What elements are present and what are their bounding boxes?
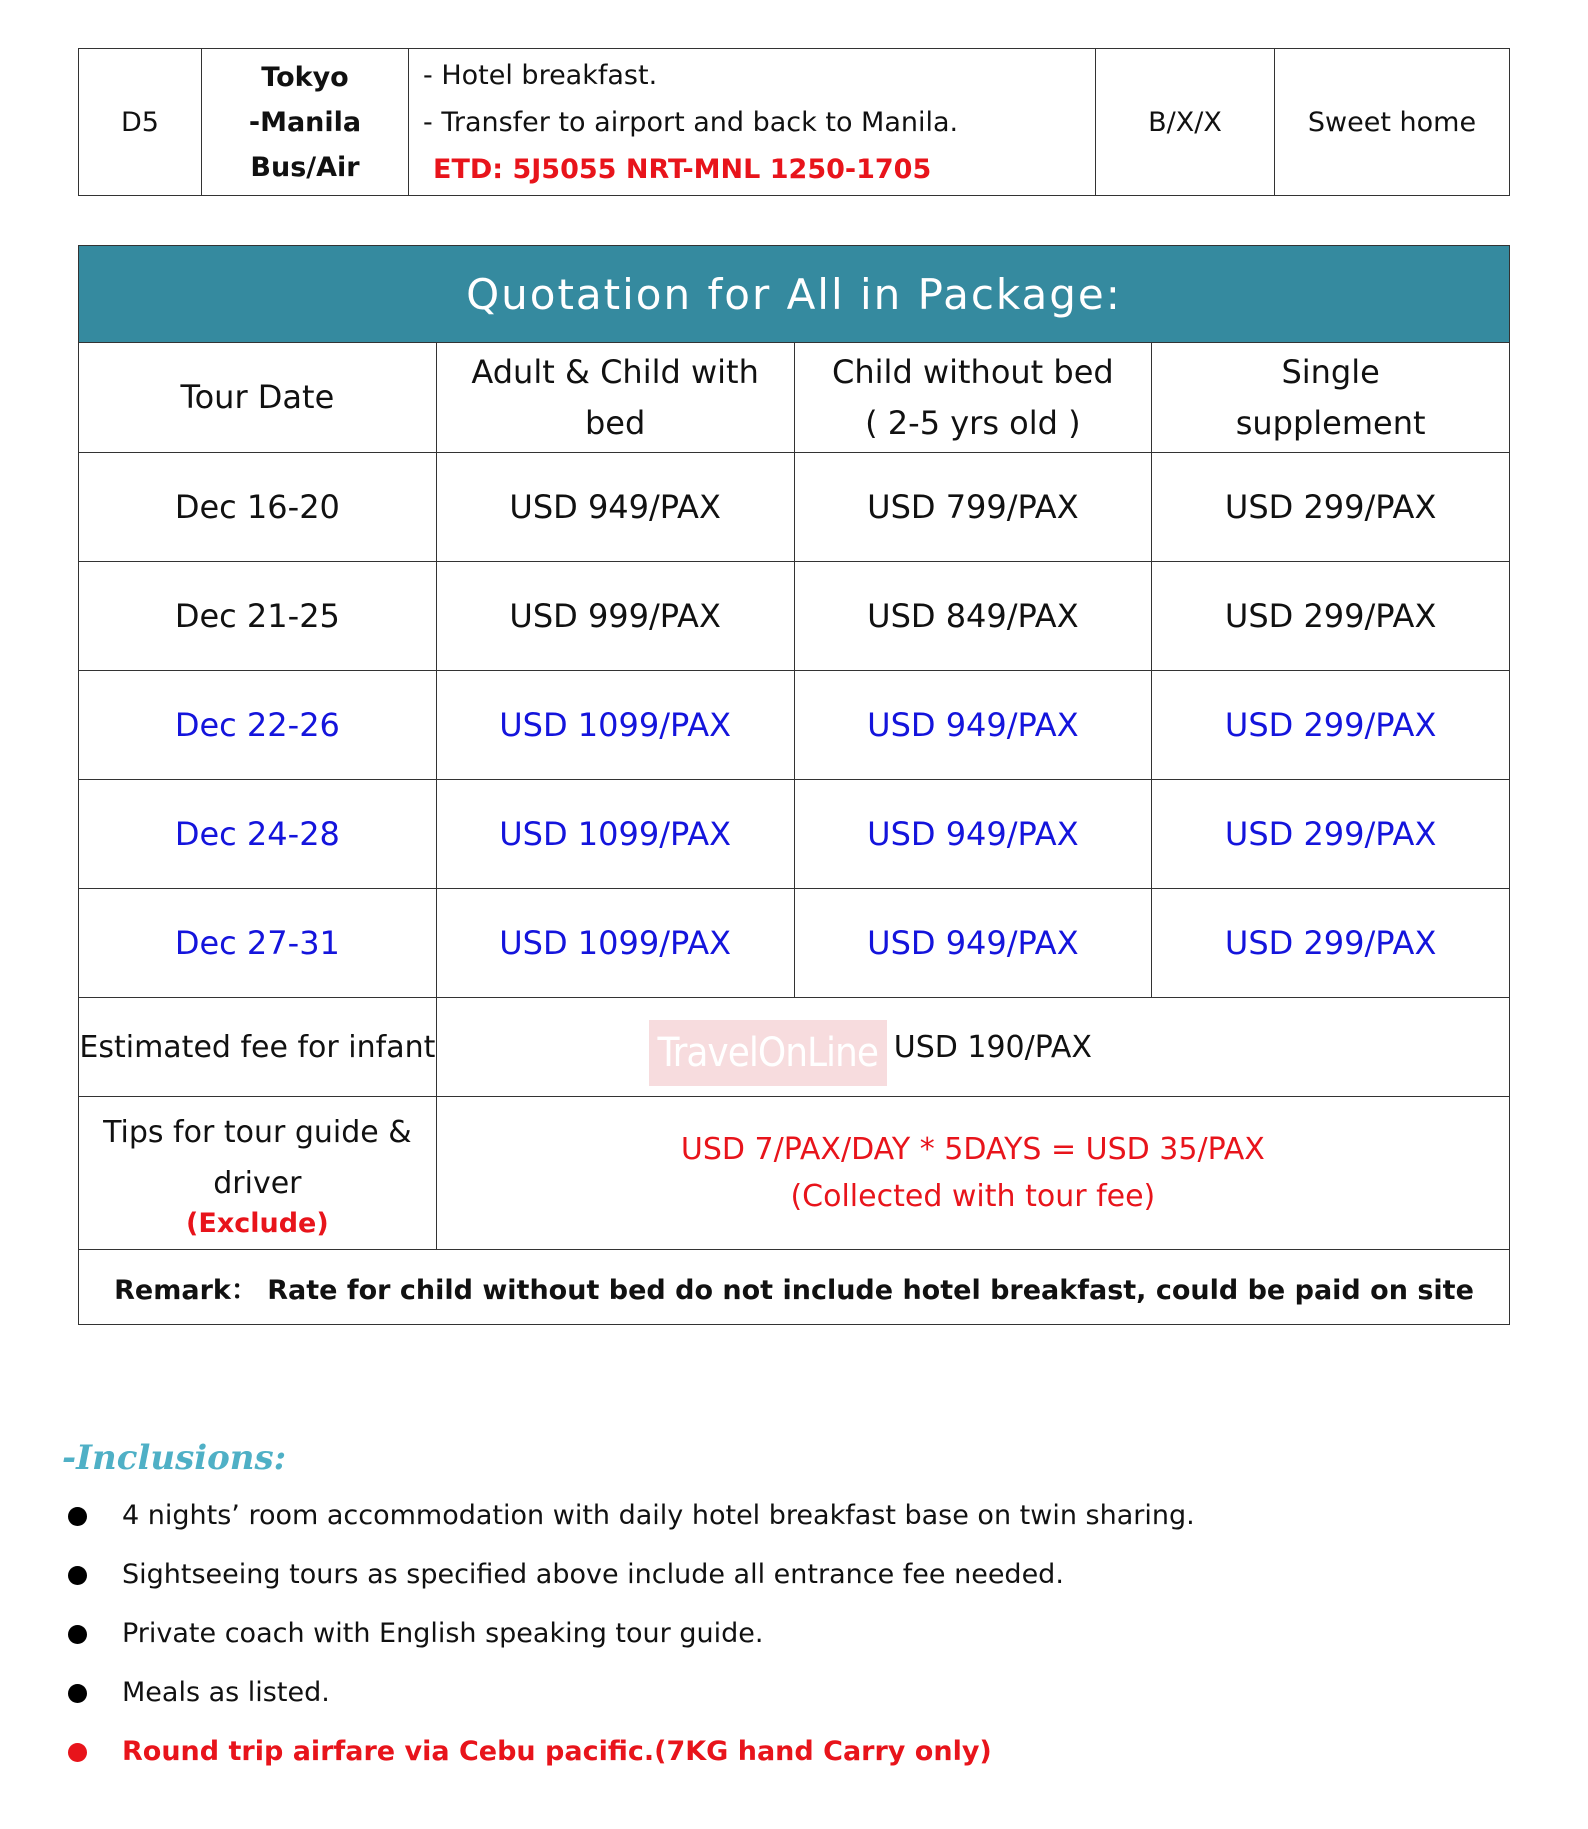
inclusion-text: Round trip airfare via Cebu pacific.(7KG hand Carry only) <box>122 1736 992 1767</box>
bullet-icon <box>68 1507 87 1526</box>
bullet-icon <box>68 1743 87 1762</box>
tips-value-cell <box>436 1097 1509 1250</box>
single-price: USD 299/PAX <box>1152 889 1510 998</box>
tips-value-line: (Collected with tour fee) <box>790 1179 1156 1214</box>
itinerary-table <box>78 48 1510 196</box>
tips-exclude-note: (Exclude) <box>186 1208 329 1239</box>
route-cell <box>202 49 409 196</box>
day-cell: D5 <box>79 49 202 196</box>
inclusions-list <box>62 1498 1195 1793</box>
infant-fee: USD 190/PAX <box>893 1029 1092 1065</box>
inclusion-text: Private coach with English speaking tour guide. <box>122 1618 764 1649</box>
tips-value-line: USD 7/PAX/DAY * 5DAYS = USD 35/PAX <box>680 1132 1265 1167</box>
adult-price: USD 949/PAX <box>436 453 794 562</box>
inclusion-item <box>62 1557 1195 1616</box>
header-line: Adult & Child with <box>471 352 759 391</box>
inclusion-text: 4 nights’ room accommodation with daily hotel breakfast base on twin sharing. <box>122 1500 1195 1531</box>
remark-row <box>79 1250 1510 1325</box>
header-adult <box>436 343 794 453</box>
price-row <box>79 889 1510 998</box>
header-line: Child without bed <box>832 352 1114 391</box>
route-line: Tokyo <box>261 61 349 93</box>
itinerary-row <box>79 49 1510 196</box>
tour-date: Dec 16-20 <box>79 453 437 562</box>
inclusion-item <box>62 1616 1195 1675</box>
bullet-icon <box>68 1684 87 1703</box>
inclusion-item <box>62 1498 1195 1557</box>
child-price: USD 799/PAX <box>794 453 1152 562</box>
header-child <box>794 343 1152 453</box>
inclusion-text: Sightseeing tours as specified above include all entrance fee needed. <box>122 1559 1064 1590</box>
tour-date: Dec 21-25 <box>79 562 437 671</box>
meals-cell: B/X/X <box>1096 49 1275 196</box>
hotel-cell: Sweet home <box>1275 49 1510 196</box>
route-line: -Manila <box>248 106 362 138</box>
description-line: - Hotel breakfast. <box>423 59 658 91</box>
header-line: supplement <box>1235 403 1426 442</box>
child-price: USD 949/PAX <box>794 780 1152 889</box>
adult-price: USD 1099/PAX <box>436 780 794 889</box>
tips-label-cell <box>79 1097 437 1250</box>
child-price: USD 949/PAX <box>794 889 1152 998</box>
tips-label-line: Tips for tour guide & <box>103 1115 412 1150</box>
tips-label-line: driver <box>213 1166 302 1201</box>
child-price: USD 849/PAX <box>794 562 1152 671</box>
single-price: USD 299/PAX <box>1152 671 1510 780</box>
price-row <box>79 562 1510 671</box>
adult-price: USD 1099/PAX <box>436 671 794 780</box>
remark-text: Remark： Rate for child without bed do not include hotel breakfast, could be paid on site <box>79 1250 1510 1325</box>
inclusion-text: Meals as listed. <box>122 1677 330 1708</box>
column-header-row <box>79 343 1510 453</box>
infant-fee-cell <box>436 998 1509 1097</box>
tour-date: Dec 22-26 <box>79 671 437 780</box>
inclusion-item <box>62 1675 1195 1734</box>
single-price: USD 299/PAX <box>1152 453 1510 562</box>
single-price: USD 299/PAX <box>1152 562 1510 671</box>
flight-info: ETD: 5J5055 NRT-MNL 1250-1705 <box>433 153 932 185</box>
price-row <box>79 780 1510 889</box>
header-line: Single <box>1281 352 1380 391</box>
tour-date: Dec 24-28 <box>79 780 437 889</box>
quotation-title: Quotation for All in Package: <box>79 246 1510 343</box>
route-line: Bus/Air <box>250 151 360 183</box>
single-price: USD 299/PAX <box>1152 780 1510 889</box>
quotation-table <box>78 245 1510 1325</box>
header-line: ( 2-5 yrs old ) <box>865 403 1081 442</box>
bullet-icon <box>68 1625 87 1644</box>
description-line: - Transfer to airport and back to Manila. <box>423 106 959 138</box>
price-row <box>79 453 1510 562</box>
infant-label: Estimated fee for infant <box>79 998 437 1097</box>
infant-row <box>79 998 1510 1097</box>
bullet-icon <box>68 1566 87 1585</box>
header-tour-date: Tour Date <box>79 343 437 453</box>
adult-price: USD 1099/PAX <box>436 889 794 998</box>
child-price: USD 949/PAX <box>794 671 1152 780</box>
tips-row <box>79 1097 1510 1250</box>
tour-date: Dec 27-31 <box>79 889 437 998</box>
adult-price: USD 999/PAX <box>436 562 794 671</box>
header-line: bed <box>584 403 646 442</box>
description-cell <box>409 49 1096 196</box>
header-single <box>1152 343 1510 453</box>
travelonline-watermark: TravelOnLine <box>649 1020 887 1086</box>
price-row <box>79 671 1510 780</box>
inclusions-title: -Inclusions: <box>62 1438 287 1478</box>
inclusion-item-airfare <box>62 1734 1195 1793</box>
